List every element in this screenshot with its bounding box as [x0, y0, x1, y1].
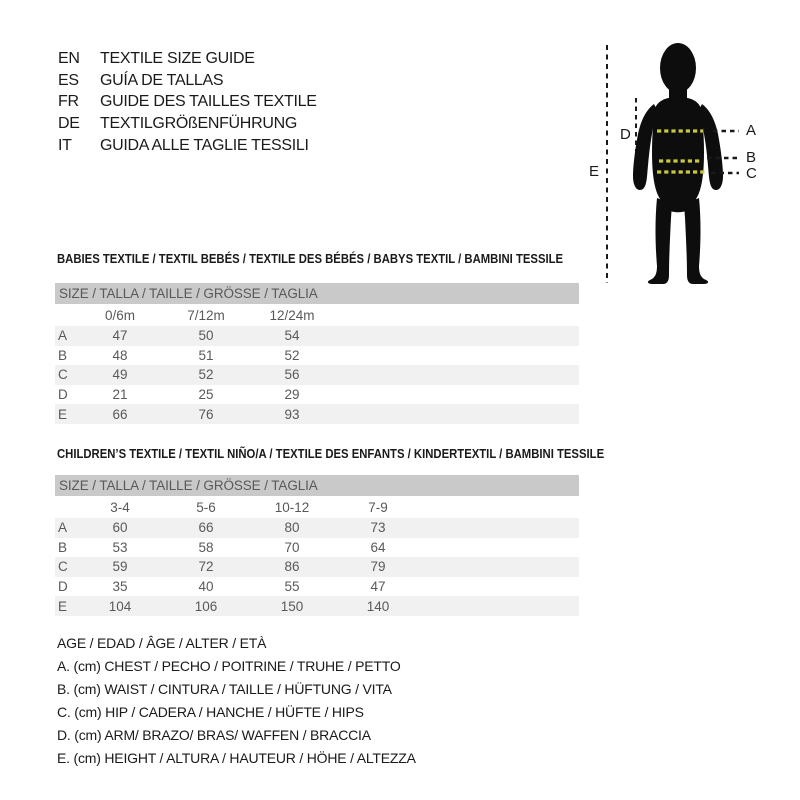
table-row [55, 538, 579, 558]
table-row [55, 365, 579, 385]
language-code: ES [58, 71, 79, 89]
size-value-cell: 140 [366, 598, 390, 614]
size-value-cell: 59 [112, 559, 128, 575]
measure-label-b: B [746, 149, 757, 166]
size-value-cell: 106 [194, 598, 218, 614]
measure-row-label: D [58, 387, 68, 403]
size-value-cell: 80 [284, 520, 300, 536]
measure-row-label: E [58, 406, 68, 422]
size-value-cell: 54 [284, 328, 300, 344]
size-value-cell: 25 [198, 387, 214, 403]
size-value-cell: 66 [198, 520, 214, 536]
size-columns-row [55, 497, 579, 518]
size-value-cell: 48 [112, 347, 128, 363]
size-value-cell: 51 [198, 347, 214, 363]
language-title: TEXTILE SIZE GUIDE [100, 49, 255, 67]
children-section-title: CHILDREN’S TEXTILE / TEXTIL NIÑO/A / TEXTILE DES ENFANTS / KINDERTEXTIL / BAMBINI TESSILE [57, 446, 605, 461]
table-row [55, 385, 579, 405]
measurement-legend [57, 632, 416, 770]
language-item [58, 113, 317, 135]
table-row [55, 404, 579, 424]
table-row [55, 577, 579, 597]
measure-row-label: C [58, 367, 68, 383]
size-value-cell: 52 [284, 347, 300, 363]
language-item [58, 48, 317, 70]
size-value-cell: 55 [284, 579, 300, 595]
language-title: GUÍA DE TALLAS [100, 71, 224, 89]
size-value-cell: 56 [284, 367, 300, 383]
child-silhouette-graphic [580, 20, 800, 300]
size-value-cell: 72 [198, 559, 214, 575]
size-value-cell: 47 [112, 328, 128, 344]
measure-row-label: B [58, 347, 68, 363]
children-size-header: SIZE / TALLA / TAILLE / GRÖSSE / TAGLIA [55, 475, 579, 496]
measure-row-label: A [58, 328, 68, 344]
size-value-cell: 79 [370, 559, 386, 575]
silhouette-left-leg [648, 198, 672, 284]
legend-line: A. (cm) CHEST / PECHO / POITRINE / TRUHE / PETTO [57, 658, 401, 674]
size-value-cell: 50 [198, 328, 214, 344]
language-code: IT [58, 136, 72, 154]
babies-section-title: BABIES TEXTILE / TEXTIL BEBÉS / TEXTILE DES BÉBÉS / BABYS TEXTIL / BAMBINI TESSILE [57, 251, 564, 266]
table-row [55, 346, 579, 366]
legend-line: D. (cm) ARM/ BRAZO/ BRAS/ WAFFEN / BRACCIA [57, 727, 371, 743]
measure-row-label: A [58, 520, 68, 536]
babies-size-table [55, 305, 579, 424]
measure-row-label: D [58, 579, 68, 595]
size-column-header: 3-4 [110, 500, 130, 515]
table-row [55, 518, 579, 538]
measurement-figure [580, 20, 800, 300]
legend-line: E. (cm) HEIGHT / ALTURA / HAUTEUR / HÖHE / ALTEZZA [57, 750, 416, 766]
size-column-header: 0/6m [104, 308, 135, 323]
babies-size-header: SIZE / TALLA / TAILLE / GRÖSSE / TAGLIA [55, 283, 579, 304]
language-title: GUIDA ALLE TAGLIE TESSILI [100, 136, 309, 154]
measure-label-c: C [746, 165, 757, 182]
size-value-cell: 76 [198, 406, 214, 422]
size-value-cell: 21 [112, 387, 128, 403]
size-value-cell: 60 [112, 520, 128, 536]
measure-row-label: B [58, 539, 68, 555]
language-item [58, 135, 317, 157]
size-value-cell: 86 [284, 559, 300, 575]
language-code: DE [58, 114, 80, 132]
measure-label-a: A [746, 122, 757, 139]
size-value-cell: 47 [370, 579, 386, 595]
measure-row-label: E [58, 598, 68, 614]
measure-label-d: D [620, 126, 631, 143]
size-columns-row [55, 305, 579, 326]
size-value-cell: 49 [112, 367, 128, 383]
language-item [58, 91, 317, 113]
size-value-cell: 73 [370, 520, 386, 536]
size-value-cell: 53 [112, 539, 128, 555]
language-list [58, 48, 317, 156]
size-value-cell: 40 [198, 579, 214, 595]
size-column-header: 7/12m [187, 308, 225, 323]
language-item [58, 70, 317, 92]
children-size-table [55, 497, 579, 616]
table-row [55, 557, 579, 577]
size-value-cell: 35 [112, 579, 128, 595]
silhouette-torso [652, 97, 704, 212]
size-value-cell: 58 [198, 539, 214, 555]
size-value-cell: 104 [108, 598, 132, 614]
size-column-header: 10-12 [274, 500, 310, 515]
size-value-cell: 70 [284, 539, 300, 555]
size-value-cell: 66 [112, 406, 128, 422]
legend-line: C. (cm) HIP / CADERA / HANCHE / HÜFTE / HIPS [57, 704, 364, 720]
measure-label-e: E [589, 163, 600, 180]
size-value-cell: 64 [370, 539, 386, 555]
size-column-header: 5-6 [196, 500, 216, 515]
table-row [55, 596, 579, 616]
size-value-cell: 29 [284, 387, 300, 403]
legend-line: AGE / EDAD / ÂGE / ALTER / ETÀ [57, 635, 267, 651]
language-title: GUIDE DES TAILLES TEXTILE [100, 93, 317, 111]
size-column-header: 7-9 [368, 500, 388, 515]
measure-row-label: C [58, 559, 68, 575]
silhouette-right-leg [684, 198, 708, 284]
size-value-cell: 150 [280, 598, 304, 614]
language-code: EN [58, 49, 80, 67]
table-row [55, 326, 579, 346]
language-title: TEXTILGRÖßENFÜHRUNG [100, 114, 297, 132]
language-code: FR [58, 93, 79, 111]
size-value-cell: 52 [198, 367, 214, 383]
size-column-header: 12/24m [269, 308, 315, 323]
legend-line: B. (cm) WAIST / CINTURA / TAILLE / HÜFTUNG / VITA [57, 681, 392, 697]
size-value-cell: 93 [284, 406, 300, 422]
